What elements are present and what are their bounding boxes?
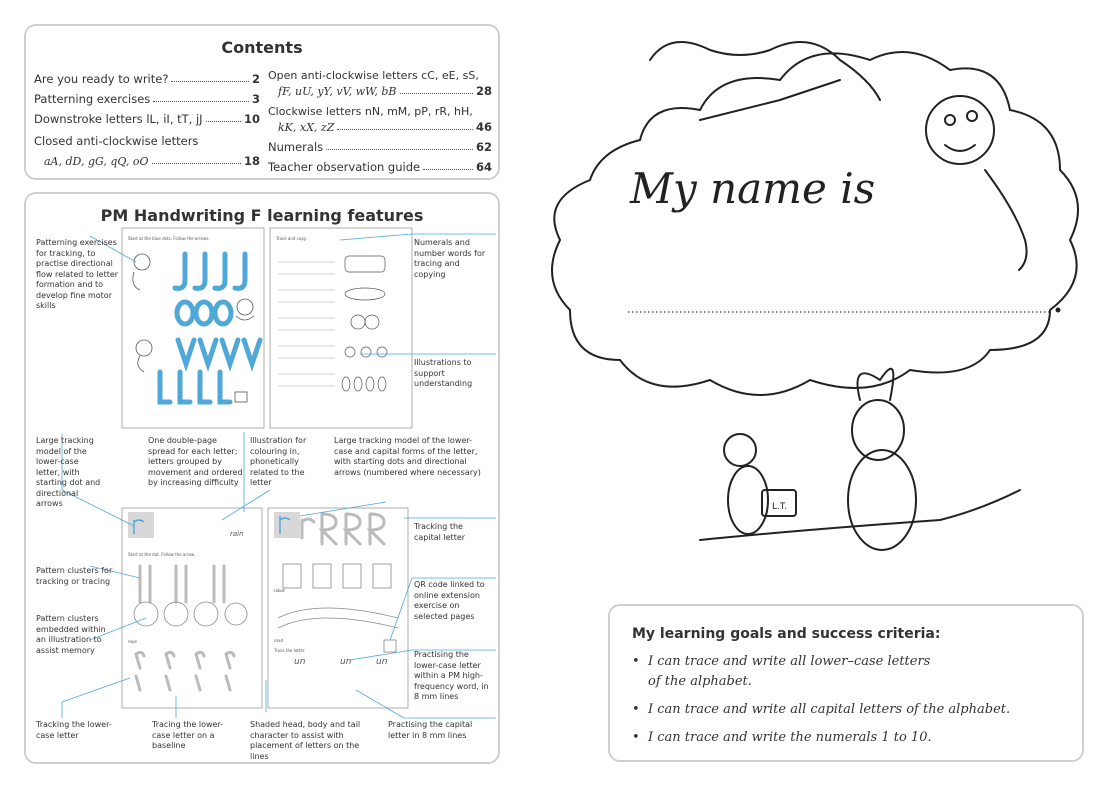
toc-entry[interactable]: Are you ready to write? 2	[34, 72, 260, 86]
goal-item: • I can trace and write the numerals 1 to 10.	[632, 730, 932, 745]
goal-item: • I can trace and write all capital letters of the alphabet.	[632, 702, 1011, 717]
thumb-word-un-2: un	[340, 657, 352, 667]
thumb-label-road: road	[274, 638, 283, 643]
toc-entry[interactable]: Downstroke letters lL, iI, tT, jJ 10	[34, 112, 260, 126]
annotation-tracking-capital: Tracking the capital letter	[414, 522, 466, 542]
name-heading: My name is	[630, 164, 876, 213]
thumb-p2-instruction: Trace and copy.	[276, 236, 307, 241]
annotation-numerals: Numerals and number words for tracing and copying	[414, 238, 486, 279]
thumb-p3-instruction: Start at the dot. Follow the arrow.	[128, 552, 196, 557]
annotation-shaded-head: Shaded head, body and tail character to assist with placement of letters on the lines	[250, 720, 361, 761]
contents-title: Contents	[221, 38, 303, 57]
annotation-colouring: Illustration for colouring in, phonetically related to the letter	[250, 436, 307, 487]
annotation-tracing-baseline: Tracing the lower-case letter on a baseline	[152, 720, 224, 750]
features-title: PM Handwriting F learning features	[100, 206, 424, 225]
toc-entry[interactable]: Teacher observation guide 64	[268, 160, 492, 174]
annotation-large-lower: Large tracking model of the lower-case letter, with starting dot and directional arrows	[36, 436, 101, 508]
thumb-p1-instruction: Start at the blue dots. Follow the arrows.	[128, 236, 210, 241]
thumb-label-robot: robot	[274, 588, 285, 593]
toc-entry[interactable]: Closed anti-clockwise letters	[34, 134, 199, 148]
learning-goals-panel	[608, 604, 1084, 762]
goal-item: • I can trace and write all lower–case letters	[632, 654, 931, 669]
toc-entry[interactable]: Open anti-clockwise letters cC, eE, sS,	[268, 69, 479, 82]
thumb-word-un-1: un	[294, 657, 306, 667]
toc-entry-continued[interactable]: kK, xX, zZ 46	[278, 120, 492, 134]
annotation-large-both: Large tracking model of the lower-case and capital forms of the letter, with starting dots and directional arrows (numbered where necessary)	[334, 436, 481, 477]
annotation-tracking-lower: Tracking the lower-case letter	[36, 720, 112, 740]
annotation-pattern-embedded: Pattern clusters embedded within an illustration to assist memory	[36, 614, 106, 655]
toc-entry[interactable]: Numerals 62	[268, 140, 492, 154]
toc-entry[interactable]: Clockwise letters nN, mM, pP, rR, hH,	[268, 105, 473, 118]
bag-label: L.T.	[772, 502, 788, 512]
goal-item-continued: of the alphabet.	[648, 674, 752, 689]
toc-entry[interactable]: Patterning exercises 3	[34, 92, 260, 106]
annotation-double-page: One double-page spread for each letter; letters grouped by movement and ordered by increasing difficulty	[148, 436, 243, 487]
thumb-label-trace: Trace the letter.	[274, 648, 306, 653]
goals-title: My learning goals and success criteria:	[632, 626, 941, 642]
thumb-label-rope: rope	[128, 639, 138, 644]
cloud-shape	[552, 52, 1078, 395]
toc-entry-continued[interactable]: aA, dD, gG, qQ, oO 18	[44, 154, 260, 168]
toc-entry-continued[interactable]: fF, uU, yY, vV, wW, bB 28	[278, 84, 492, 98]
thumb-word-rain: rain	[230, 530, 244, 538]
annotation-qr-code: QR code linked to online extension exercise on selected pages	[414, 580, 485, 621]
annotation-illustrations: Illustrations to support understanding	[414, 358, 473, 388]
annotation-practising-capital: Practising the capital letter in 8 mm lines	[388, 720, 473, 740]
end-dot	[1056, 308, 1061, 313]
annotation-patterning: Patterning exercises for tracking, to practise directional flow related to letter formation and to develop fine motor skills	[36, 238, 119, 310]
annotation-practising-lower: Practising the lower-case letter within a PM high-frequency word, in 8 mm lines	[414, 650, 489, 701]
bear-and-rabbit-icon	[700, 369, 1020, 550]
annotation-pattern-clusters: Pattern clusters for tracking or tracing	[36, 566, 113, 586]
thumb-word-un-3: un	[376, 657, 388, 667]
